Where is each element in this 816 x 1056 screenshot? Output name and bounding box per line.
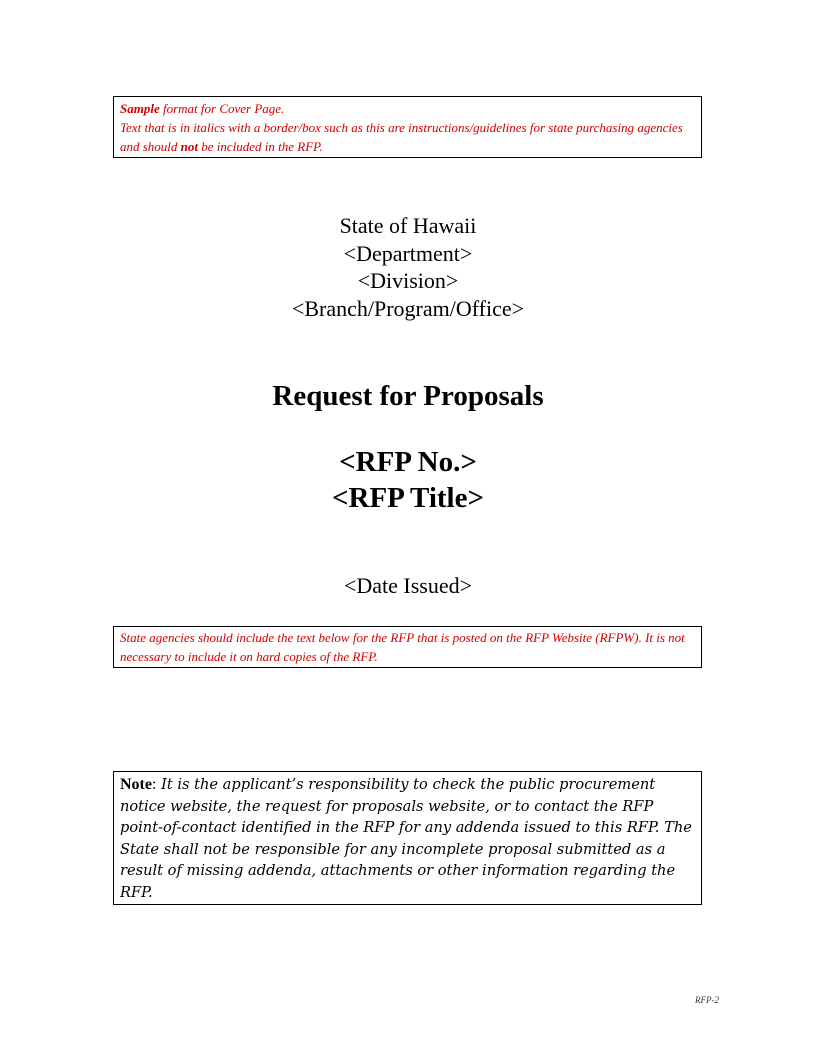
applicant-note-box	[113, 771, 702, 905]
rfpw-instruction-text: State agencies should include the text below for the RFP that is posted on the RFP Website (RFPW). It is not necessary to include it on hard copies of the RFP.	[120, 630, 685, 664]
note-colon: :	[151, 776, 157, 793]
rfp-number-placeholder: <RFP No.>	[339, 446, 477, 478]
note-label: Note	[120, 776, 152, 793]
branch-placeholder: <Branch/Program/Office>	[291, 295, 525, 321]
date-issued-placeholder: <Date Issued>	[343, 573, 473, 598]
not-word: not	[180, 139, 199, 154]
cover-page-instruction-box	[113, 96, 702, 158]
department-placeholder: <Department>	[343, 240, 473, 266]
sample-word: Sample	[120, 101, 160, 116]
sample-rest: format for Cover Page.	[159, 101, 285, 116]
rfp-title-placeholder: <RFP Title>	[331, 482, 484, 514]
instruction-text-pre: Text that is in italics with a border/box such as this are instructions/guidelines for state purchasing agencies and should	[120, 120, 683, 154]
agency-block	[0, 212, 816, 322]
state-name: State of Hawaii	[339, 213, 477, 238]
division-placeholder: <Division>	[357, 268, 459, 293]
rfp-identifiers	[0, 444, 816, 516]
note-body: It is the applicant’s responsibility to check the public procurement notice website, the request for proposals website, or to contact the RFP point-of-contact identified in the RFP for any addenda issued to this RFP. The State shall not be responsible for any incomplete proposal submitted as a result of missing addenda, attachments or other information regarding the RFP.	[120, 776, 692, 901]
rfpw-instruction-box	[113, 626, 702, 668]
page-number: RFP-2	[695, 995, 719, 1005]
document-title: Request for Proposals	[272, 380, 544, 412]
instruction-text-post: be included in the RFP.	[198, 139, 323, 154]
instruction-line-1	[120, 99, 695, 118]
instruction-line-2	[120, 118, 695, 156]
